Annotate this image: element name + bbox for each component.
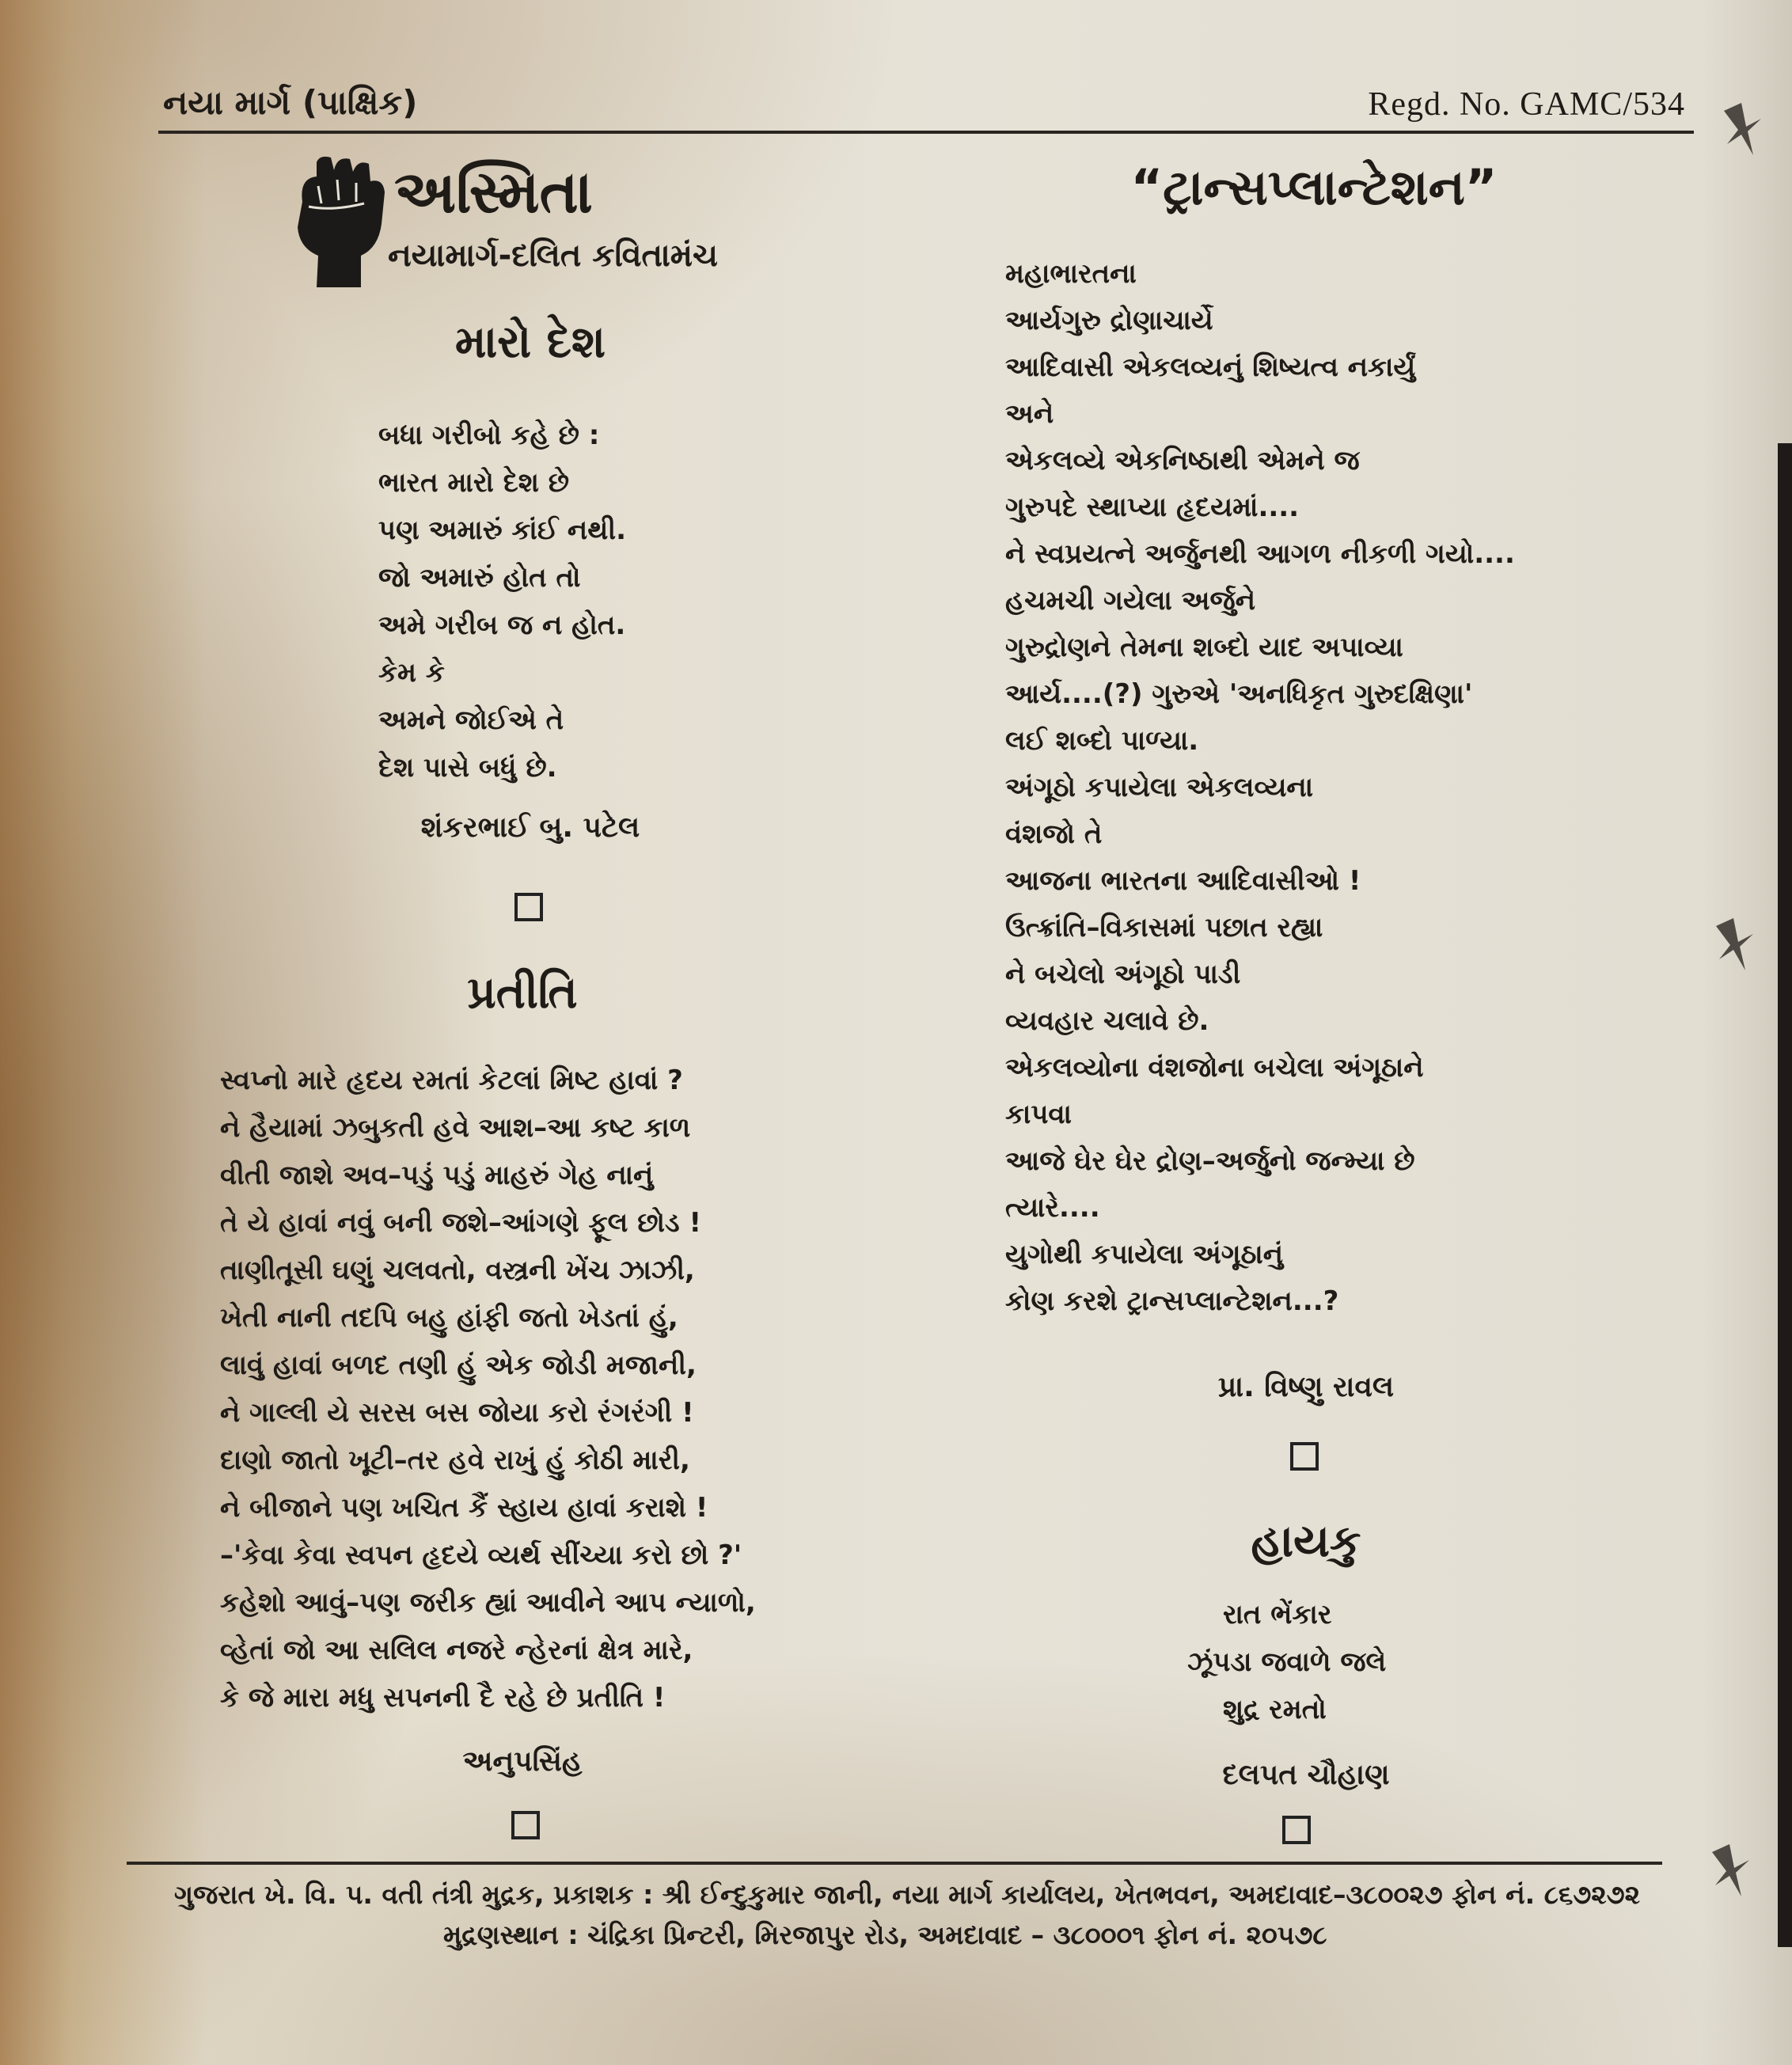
poem-line: એકલવ્યોના વંશજોના બચેલા અંગૂઠાને [1005,1052,1424,1084]
poem-line: ને સ્વપ્રયત્ને અર્જુનથી આગળ નીકળી ગયો.... [1005,538,1515,570]
poem-line: એકલવ્યે એકનિષ્ઠાથી એમને જ [1005,445,1360,476]
poem-line: વ્હેતાં જો આ સલિલ નજરે ન્હેરનાં ક્ષેત્ર મારે, [220,1634,693,1666]
poem-line: અંગૂઠો કપાયેલા એકલવ્યના [1005,772,1314,803]
poem-line: વીતી જાશે અવ–પડું પડું માહરું ગેહ નાનું [220,1160,654,1191]
poem-line: લાવું હાવાં બળદ તણી હું એક જોડી મજાની, [220,1349,697,1381]
poem-line: કાપવા [1005,1099,1072,1130]
poem-line: વંશજો તે [1005,818,1103,850]
poem-line: શુદ્ર રમતો [1223,1694,1327,1725]
separator-box [1282,1816,1311,1844]
poem-line: ને ગાલ્લી યે સરસ બસ જોયા કરો રંગરંગી ! [220,1397,694,1429]
poem-line: ને બીજાને પણ ખચિત કૈં સ્હાય હાવાં કરાશે ! [220,1492,708,1524]
pin-mark-icon [1718,95,1765,158]
poem-title-maro-desh: મારો દેશ [454,317,606,368]
registration-number: Regd. No. GAMC/534 [1368,86,1685,123]
logo-subtitle: નયામાર્ગ-દલિત કવિતામંચ [388,237,719,274]
poem-author: અનુપસિંહ [462,1745,583,1778]
poem-line: અને [1005,398,1054,430]
poem-title-transplantation: “ટ્રાન્સપ્લાન્ટેશન” [1130,158,1498,216]
poem-line: આર્યગુરુ દ્રોણાચાર્યે [1005,305,1213,336]
poem-line: આજના ભારતના આદિવાસીઓ ! [1005,865,1361,897]
footer-printer-line: મુદ્રણસ્થાન : ચંદ્રિકા પ્રિન્ટરી, મિરજાપુર રોડ, અમદાવાદ – ૩૮૦૦૦૧ ફોન નં. ૨૦૫૭૮ [443,1919,1327,1950]
poem-line: સ્વપ્નો મારે હૃદય રમતાં કેટલાં મિષ્ટ હાવાં ? [220,1065,683,1096]
poem-line: વ્યવહાર ચલાવે છે. [1005,1005,1209,1037]
poem-title-haiku: હાયકુ [1251,1516,1361,1567]
pin-mark-icon [1710,910,1757,974]
poem-line: તાણીતૂસી ઘણું ચલવતો, વસ્ત્રની ખેંચ ઝાઝી, [220,1255,695,1286]
logo-title: અસ્મિતા [394,158,593,226]
poem-line: ત્યારે.... [1005,1192,1100,1224]
poem-line: બધા ગરીબો કહે છે : [378,419,600,451]
poem-line: આજે ઘેર ઘેર દ્રોણ–અર્જુનો જન્મ્યા છે [1005,1145,1415,1177]
poem-line: તે યે હાવાં નવું બની જશે–આંગણે ફૂલ છોડ ! [220,1207,701,1239]
poem-line: –'કેવા કેવા સ્વપન હૃદયે વ્યર્થ સીંચ્યા કરો છો ?' [220,1539,742,1571]
poem-line: લઈ શબ્દો પાળ્યા. [1005,725,1199,757]
poem-line: કેમ કે [378,657,445,689]
separator-box [514,893,543,921]
poem-line: મહાભારતના [1005,258,1137,290]
poem-line: રાત ભેંકાર [1223,1599,1332,1630]
poem-line: આર્ય....(?) ગુરુએ 'અનધિકૃત ગુરુદક્ષિણા' [1005,678,1473,710]
header-rule [158,131,1694,134]
poem-line: હચમચી ગયેલા અર્જુને [1005,585,1256,617]
poem-line: ગુરુપદે સ્થાપ્યા હૃદયમાં.... [1005,492,1300,523]
poem-line: ખેતી નાની તદપિ બહુ હાંફી જતો ખેડતાં હું, [220,1302,678,1334]
poem-line: દાણો જાતો ખૂટી–તર હવે રાખું હું કોઠી મારી, [220,1444,690,1476]
poem-line: અમે ગરીબ જ ન હોત. [378,609,626,641]
pin-mark-icon [1706,1836,1753,1900]
page-shadow-edge [1778,443,1792,1947]
poem-line: પણ અમારું કાંઈ નથી. [378,514,626,546]
poem-line: ઝૂંપડા જવાળે જલે [1187,1646,1387,1678]
poem-line: ઉત્ક્રાંતિ–વિકાસમાં પછાત રહ્યા [1005,912,1323,943]
poem-title-pratiti: પ્રતીતિ [467,967,578,1019]
poem-line: કોણ કરશે ટ્રાન્સપ્લાન્ટેશન...? [1005,1285,1339,1317]
separator-box [1290,1442,1319,1471]
poem-author: દલપત ચૌહાણ [1222,1759,1390,1791]
poem-line: યુગોથી કપાયેલા અંગૂઠાનું [1005,1239,1284,1270]
poem-line: ને બચેલો અંગૂઠો પાડી [1005,958,1241,990]
footer-rule [127,1862,1662,1865]
poem-line: આદિવાસી એકલવ્યનું શિષ્યત્વ નકાર્યું [1005,351,1416,383]
poem-line: ભારત મારો દેશ છે [378,467,570,499]
raised-fist-icon [285,154,400,289]
poem-line: ગુરુદ્રોણને તેમના શબ્દો યાદ અપાવ્યા [1005,632,1403,663]
poem-line: જો અમારું હોત તો [378,562,581,594]
publication-name: નયા માર્ગ (પાક્ષિક) [163,83,418,122]
poem-line: અમને જોઈએ તે [378,704,564,736]
poem-line: કે જે મારા મધુ સપનની દૈ રહે છે પ્રતીતિ ! [220,1682,666,1714]
poem-author: પ્રા. વિષ્ણુ રાવલ [1217,1371,1395,1403]
poem-line: ને હૈયામાં ઝબુકતી હવે આશ–આ કષ્ટ કાળ [220,1112,691,1144]
poem-author: શંકરભાઈ બુ. પટેલ [420,811,640,844]
footer-publisher-line: ગુજરાત ખે. વિ. પ. વતી તંત્રી મુદ્રક, પ્રકાશક : શ્રી ઈન્દુકુમાર જાની, નયા માર્ગ કાર્યાલય, ખેતભવન, અમદાવાદ–૩૮૦૦૨૭ ફોન નં. ૮૬૭૨૭૨ [174,1879,1640,1910]
poem-line: દેશ પાસે બધું છે. [378,752,557,784]
poem-line: કહેશો આવું–પણ જરીક હ્યાં આવીને આપ ન્યાળો, [220,1587,756,1619]
separator-box [511,1811,540,1839]
